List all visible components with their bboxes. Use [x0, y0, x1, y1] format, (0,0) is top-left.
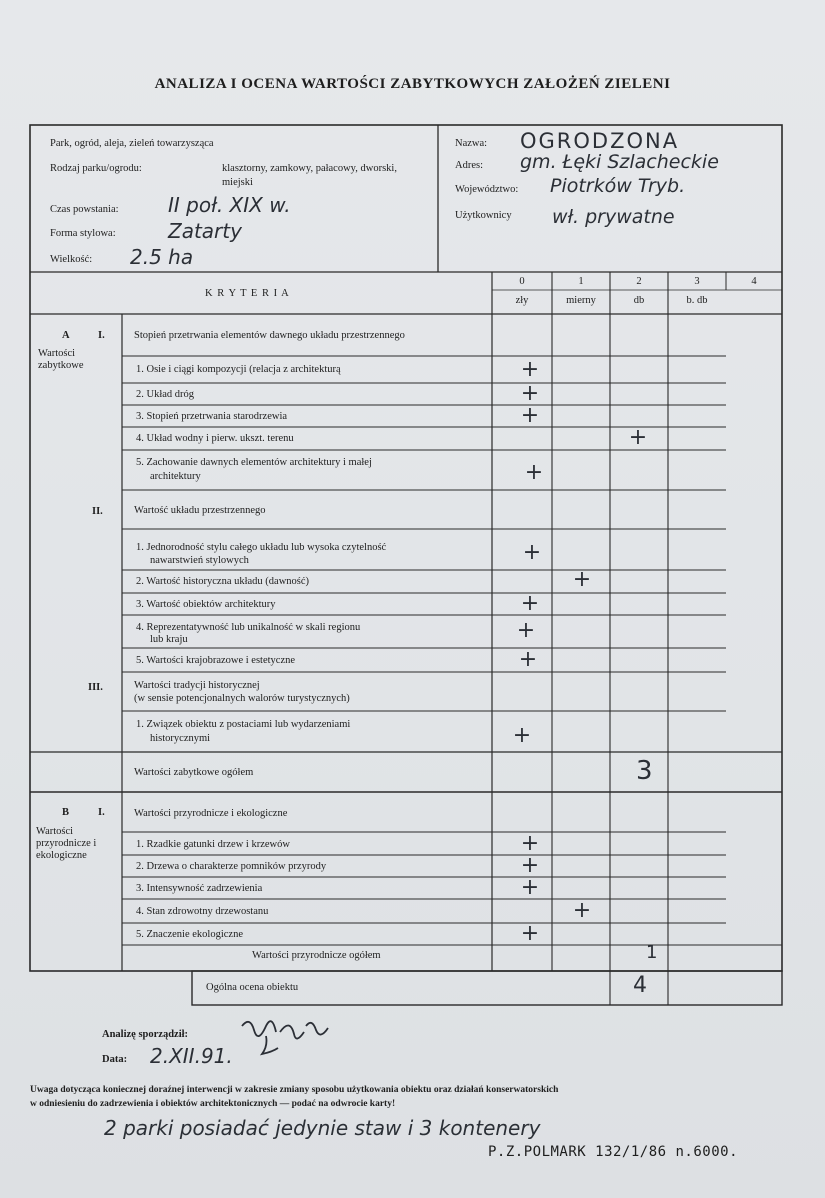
row-b-4-mark: +: [572, 898, 592, 923]
wojewodztwo-value: Piotrków Tryb.: [550, 175, 686, 197]
adres-label: Adres:: [455, 160, 483, 171]
col-label-bdb: b. db: [686, 295, 708, 306]
forma-label: Forma stylowa:: [50, 228, 116, 239]
row-b-4-label: 4. Stan zdrowotny drzewostanu: [136, 906, 269, 917]
rodzaj-label: Rodzaj parku/ogrodu:: [50, 163, 142, 174]
col-num-0: 0: [519, 276, 525, 287]
wojewodztwo-label: Województwo:: [455, 184, 519, 195]
row-i-5-label: 5. Zachowanie dawnych elementów architektury i małej: [136, 457, 372, 468]
row-ii-5-label: 5. Wartości krajobrazowe i estetyczne: [136, 655, 296, 666]
ogolna-ocena-value: 4: [633, 973, 647, 998]
col-label-zly: zły: [515, 295, 529, 306]
printer-code: P.Z.POLMARK 132/1/86 n.6000.: [488, 1144, 739, 1160]
row-ii-2-mark: +: [572, 567, 592, 592]
col-num-4: 4: [751, 276, 757, 287]
row-ii-3-mark: +: [520, 591, 540, 616]
row-b-2-label: 2. Drzewa o charakterze pomników przyrody: [136, 861, 327, 872]
row-i-4-mark: +: [628, 425, 648, 450]
uwaga-line-2: w odniesieniu do zadrzewienia i obiektów architektonicznych — podać na odwrocie karty!: [30, 1099, 396, 1109]
signature-icon: [236, 1012, 356, 1058]
section-b-letter: B: [62, 807, 70, 818]
col-num-3: 3: [694, 276, 700, 287]
nazwa-value: OGRODZONA: [520, 129, 680, 153]
zabytkowe-total-value: 3: [636, 756, 653, 786]
data-value: 2.XII.91.: [150, 1044, 233, 1068]
row-i-2-label: 2. Układ dróg: [136, 389, 195, 400]
row-ii-1-mark: +: [522, 540, 542, 565]
col-num-2: 2: [636, 276, 642, 287]
col-label-mierny: mierny: [566, 295, 596, 306]
adres-value: gm. Łęki Szlacheckie: [520, 151, 719, 173]
section-ii-roman: II.: [92, 506, 103, 517]
col-num-1: 1: [578, 276, 584, 287]
row-i-1-mark: +: [520, 357, 540, 382]
forma-value: Zatarty: [168, 219, 242, 243]
wielkosc-value: 2.5 ha: [130, 245, 194, 269]
row-ii-5-mark: +: [518, 647, 538, 672]
section-a-roman: I.: [98, 330, 105, 341]
row-i-1-label: 1. Osie i ciągi kompozycji (relacja z architekturą: [136, 364, 341, 375]
row-ii-3-label: 3. Wartość obiektów architektury: [136, 599, 276, 610]
handwritten-note: 2 parki posiadać jedynie staw i 3 kontenery: [104, 1116, 541, 1140]
przyrodnicze-total-label: Wartości przyrodnicze ogółem: [252, 950, 381, 961]
przyrodnicze-total-value: 1: [646, 942, 658, 963]
col-label-db: db: [633, 295, 645, 306]
section-iii-title-2: (w sensie potencjonalnych walorów turystycznych): [134, 693, 350, 704]
uzytkownicy-value: wł. prywatne: [552, 206, 675, 228]
uzytkownicy-label: Użytkownicy: [455, 210, 512, 221]
row-b-1-label: 1. Rzadkie gatunki drzew i krzewów: [136, 839, 290, 850]
analize-label: Analizę sporządził:: [102, 1029, 189, 1040]
row-i-2-mark: +: [520, 381, 540, 406]
rodzaj-options-2: miejski: [222, 177, 253, 188]
kryteria-header: K R Y T E R I A: [205, 288, 290, 299]
row-b-5-label: 5. Znaczenie ekologiczne: [136, 929, 243, 940]
row-ii-4-mark: +: [516, 618, 536, 643]
row-b-3-label: 3. Intensywność zadrzewienia: [136, 883, 263, 894]
wielkosc-label: Wielkość:: [50, 254, 93, 265]
row-b-3-mark: +: [520, 875, 540, 900]
section-iii-title: Wartości tradycji historycznej: [134, 680, 260, 691]
uwaga-line-1: Uwaga dotycząca koniecznej doraźnej interwencji w zakresie zmiany sposobu użytkowania obiektu oraz działań konserwatorskich: [30, 1085, 559, 1095]
nazwa-label: Nazwa:: [455, 138, 488, 149]
section-b-roman: I.: [98, 807, 105, 818]
row-ii-2-label: 2. Wartość historyczna układu (dawność): [136, 576, 310, 587]
row-iii-1-label: 1. Związek obiektu z postaciami lub wydarzeniami: [136, 719, 351, 730]
row-i-5-label-2: architektury: [150, 471, 201, 482]
czas-label: Czas powstania:: [50, 204, 119, 215]
data-label: Data:: [102, 1054, 128, 1065]
section-ii-title: Wartość układu przestrzennego: [134, 505, 266, 516]
row-i-3-label: 3. Stopień przetrwania starodrzewia: [136, 411, 288, 422]
row-i-3-mark: +: [520, 403, 540, 428]
section-i-title: Stopień przetrwania elementów dawnego układu przestrzennego: [134, 330, 405, 341]
section-a-letter: A: [62, 330, 70, 341]
section-b-label: Wartości przyrodnicze i ekologiczne: [36, 826, 97, 861]
row-iii-1-mark: +: [512, 723, 532, 748]
row-b-2-mark: +: [520, 853, 540, 878]
row-i-4-label: 4. Układ wodny i pierw. ukszt. terenu: [136, 433, 294, 444]
row-ii-1-label: 1. Jednorodność stylu całego układu lub wysoka czytelność: [136, 542, 387, 553]
row-ii-4-label-2: lub kraju: [150, 634, 188, 645]
czas-value: II poł. XIX w.: [168, 193, 291, 217]
section-iii-roman: III.: [88, 682, 103, 693]
row-ii-4-label: 4. Reprezentatywność lub unikalność w skali regionu: [136, 622, 361, 633]
park-type-label: Park, ogród, aleja, zieleń towarzysząca: [50, 138, 214, 149]
zabytkowe-total-label: Wartości zabytkowe ogółem: [134, 767, 254, 778]
section-b-title: Wartości przyrodnicze i ekologiczne: [134, 808, 288, 819]
rodzaj-options: klasztorny, zamkowy, pałacowy, dworski,: [222, 163, 397, 174]
page-title: ANALIZA I OCENA WARTOŚCI ZABYTKOWYCH ZAŁOŻEŃ ZIELENI: [154, 76, 671, 92]
row-i-5-mark: +: [524, 460, 544, 485]
row-ii-1-label-2: nawarstwień stylowych: [150, 555, 249, 566]
row-b-1-mark: +: [520, 831, 540, 856]
section-a-label: Wartości zabytkowe: [38, 348, 84, 371]
row-iii-1-label-2: historycznymi: [150, 733, 211, 744]
row-b-5-mark: +: [520, 921, 540, 946]
ogolna-ocena-label: Ogólna ocena obiektu: [206, 982, 299, 993]
